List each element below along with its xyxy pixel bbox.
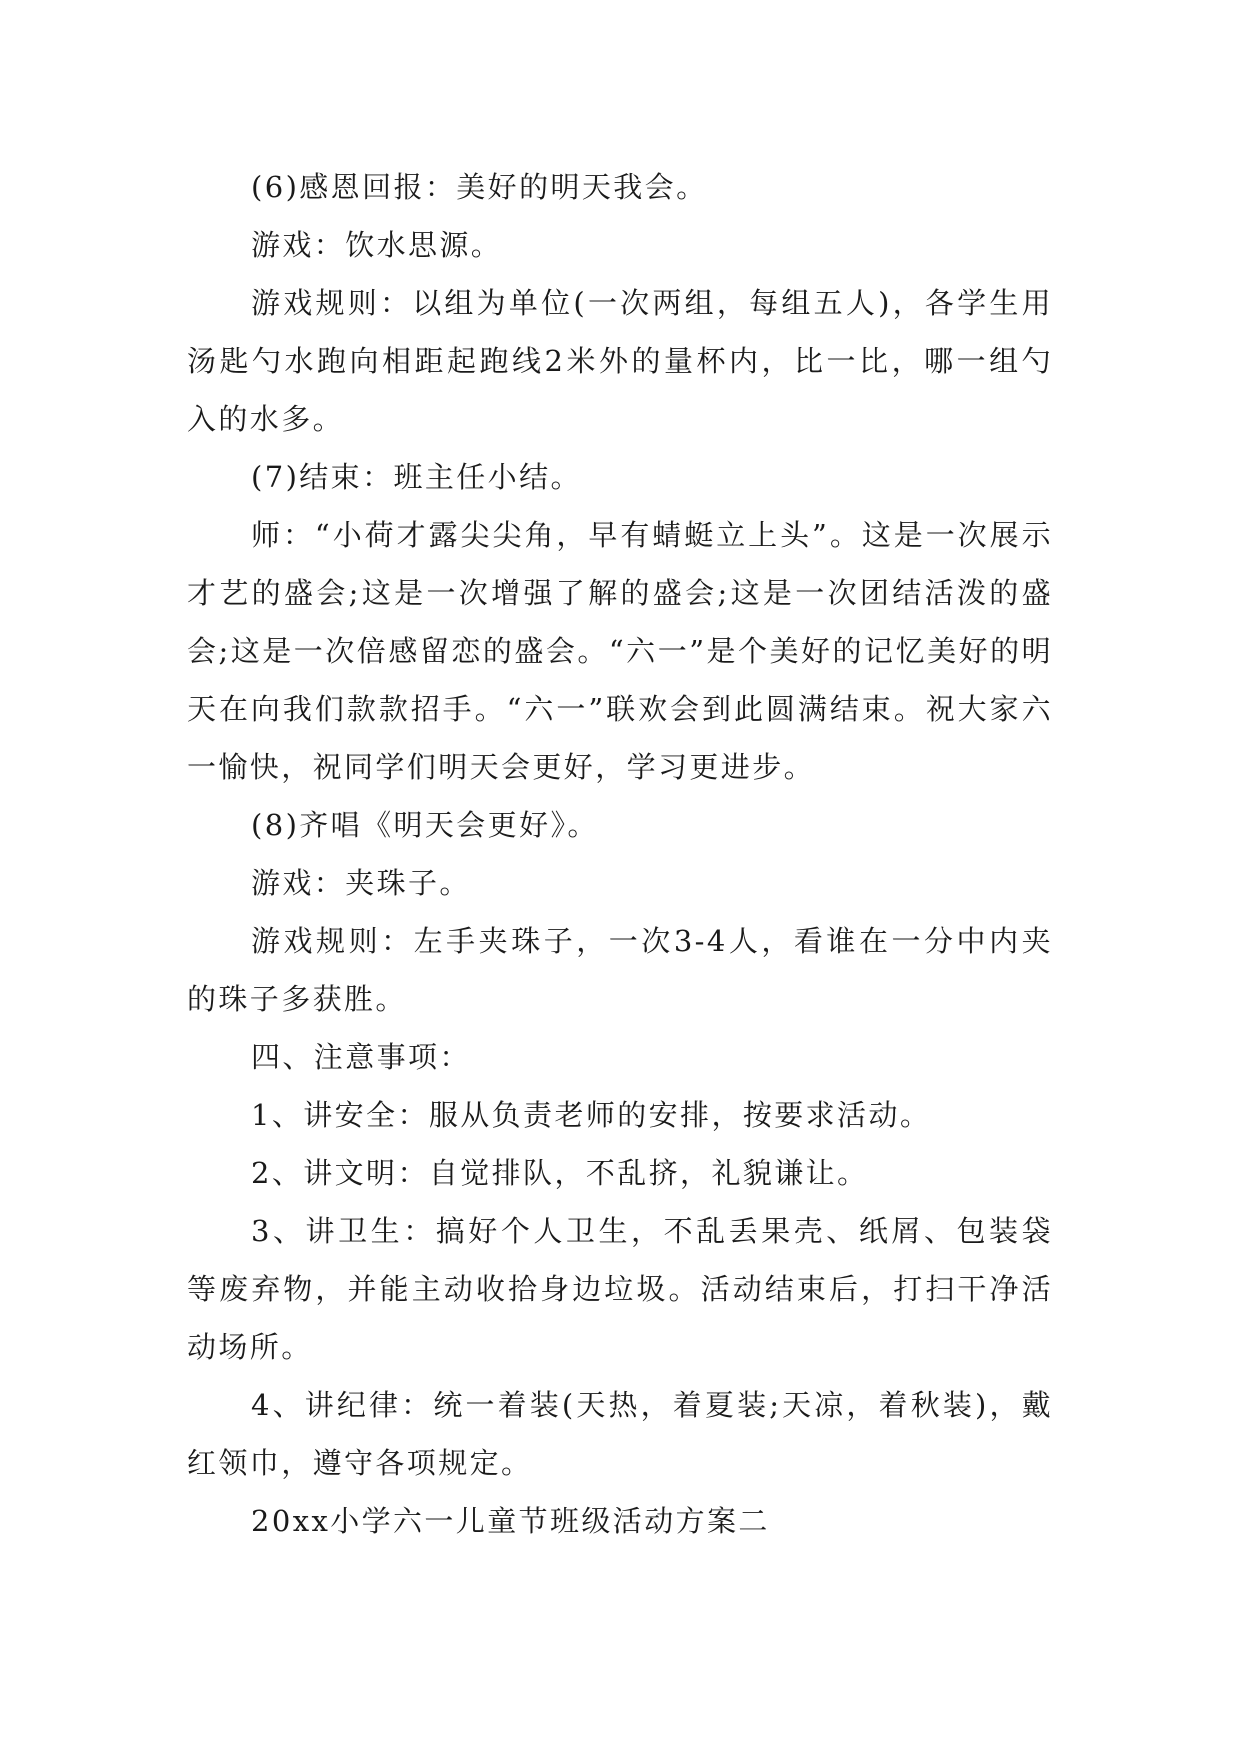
- note-item-discipline: 4、讲纪律：统一着装(天热，着夏装;天凉，着秋装)，戴红领巾，遵守各项规定。: [187, 1388, 1053, 1480]
- paragraph-7-ending: (7)结束：班主任小结。: [251, 460, 582, 494]
- next-plan-title: 20xx小学六一儿童节班级活动方案二: [251, 1504, 770, 1538]
- paragraph-teacher-speech: 师：“小荷才露尖尖角，早有蜻蜓立上头”。这是一次展示才艺的盛会;这是一次增强了解的盛会;这是一次团结活泼的盛会;这是一次倍感留恋的盛会。“六一”是个美好的记忆美好的明天在向我们款款招手。“六一”联欢会到此圆满结束。祝大家六一愉快，祝同学们明天会更好，学习更进步。: [187, 518, 1053, 784]
- note-item-safety: 1、讲安全：服从负责老师的安排，按要求活动。: [251, 1098, 932, 1132]
- paragraph-game-drink-water: 游戏：饮水思源。: [251, 228, 503, 262]
- paragraph-6-thanks: (6)感恩回报：美好的明天我会。: [251, 170, 708, 204]
- paragraph-game-rules-1: 游戏规则：以组为单位(一次两组，每组五人)，各学生用汤匙勺水跑向相距起跑线2米外的量杯内，比一比，哪一组勺入的水多。: [187, 286, 1053, 436]
- section-heading-notes: 四、注意事项：: [251, 1040, 471, 1074]
- paragraph-game-beads: 游戏：夹珠子。: [251, 866, 471, 900]
- document-body: [187, 158, 1053, 1550]
- note-item-hygiene: 3、讲卫生：搞好个人卫生，不乱丢果壳、纸屑、包装袋等废弃物，并能主动收拾身边垃圾。活动结束后，打扫干净活动场所。: [187, 1214, 1053, 1364]
- paragraph-game-rules-2: 游戏规则：左手夹珠子，一次3-4人，看谁在一分中内夹的珠子多获胜。: [187, 924, 1053, 1016]
- note-item-civility: 2、讲文明：自觉排队，不乱挤，礼貌谦让。: [251, 1156, 869, 1190]
- paragraph-8-sing: (8)齐唱《明天会更好》。: [251, 808, 599, 842]
